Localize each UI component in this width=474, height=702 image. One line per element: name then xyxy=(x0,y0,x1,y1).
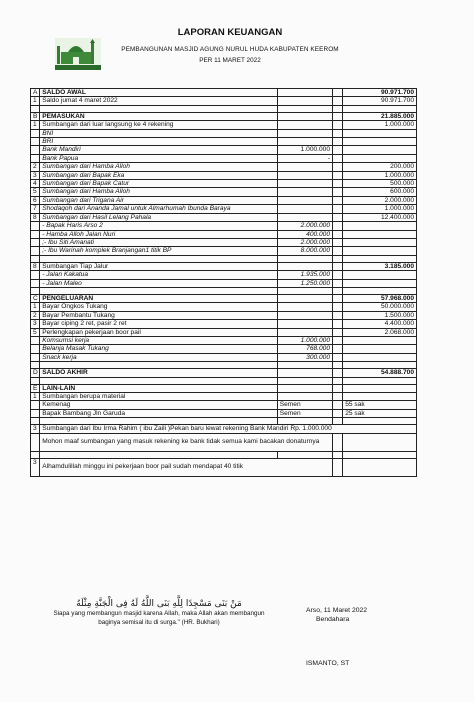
row-description: BNI xyxy=(40,129,278,137)
row-description: Alhamdulillah minggu ini pekerjaan boor pail sudah mendapat 40 titik xyxy=(40,458,333,476)
mosque-logo xyxy=(55,38,101,70)
table-row xyxy=(31,163,417,171)
table-row xyxy=(31,262,417,270)
table-row xyxy=(31,112,417,120)
row-material: Semen xyxy=(277,401,332,409)
table-row xyxy=(31,336,417,344)
row-number: 8 xyxy=(31,262,40,270)
row-description: Saldo jumat 4 maret 2022 xyxy=(40,97,278,105)
row-description: ;- Ibu Warinah komplek Branjangan1 titik BP xyxy=(40,247,278,255)
table-row xyxy=(31,247,417,255)
row-amount: 8.000.000 xyxy=(277,247,332,255)
signer-role: Bendahara xyxy=(316,616,350,623)
report-date: PER 11 MARET 2022 xyxy=(199,57,261,64)
table-row xyxy=(31,138,417,146)
row-description: Sumbangan dari Bapak Catur xyxy=(40,180,278,188)
table-row xyxy=(31,129,417,137)
row-description: Mohon maaf sumbangan yang masuk rekening ke bank tidak semua kami bacakan donaturnya xyxy=(40,433,333,451)
table-row xyxy=(31,345,417,353)
row-description: Shodaqoh dari Ananda Jamal untuk Almarhumah Ibunda Baraya xyxy=(40,205,278,213)
row-amount: 1.250.000 xyxy=(277,279,332,287)
row-total: 4.400.000 xyxy=(343,320,417,328)
row-number: D xyxy=(31,369,40,377)
table-row xyxy=(31,154,417,162)
row-number: 3 xyxy=(31,171,40,179)
row-description: Bapak Bambang Jln Garuda xyxy=(40,409,278,417)
report-title: LAPORAN KEUANGAN xyxy=(177,27,283,38)
row-total: 90.971.700 xyxy=(343,97,417,105)
row-number: 1 xyxy=(31,303,40,311)
row-number: 8 xyxy=(31,213,40,221)
table-row xyxy=(31,311,417,319)
row-amount: - xyxy=(277,154,332,162)
row-amount: 1.000.000 xyxy=(277,336,332,344)
row-total: 1.000.000 xyxy=(343,171,417,179)
arabic-text: مَنْ بَنَى مَسْجِدًا لِلَّهِ بَنَى اللَّهُ لَهُ فِى الْجَنَّةِ مِثْلَهُ xyxy=(76,599,242,609)
row-total: 12.400.000 xyxy=(343,213,417,221)
table-row xyxy=(31,409,417,417)
table-row xyxy=(31,279,417,287)
row-amount: 1.000.000 xyxy=(277,146,332,154)
row-number: 2 xyxy=(31,163,40,171)
row-description: Belanja Masak Tukang xyxy=(40,345,278,353)
row-total: 50.000.000 xyxy=(343,303,417,311)
row-total: 21.885.000 xyxy=(343,112,417,120)
row-amount: 2.000.000 xyxy=(277,238,332,246)
table-row xyxy=(31,401,417,409)
table-row xyxy=(31,97,417,105)
table-row xyxy=(31,384,417,392)
row-number: 3 xyxy=(31,458,40,476)
row-number: 3 xyxy=(31,320,40,328)
row-description: Bayar Ongkos Tukang xyxy=(40,303,278,311)
row-description: Sumbangan dari Hamba Alloh xyxy=(40,163,278,171)
row-description: Bayar ciping 2 ret, pasir 2 ret xyxy=(40,320,278,328)
table-row xyxy=(31,213,417,221)
row-total: 2.000.000 xyxy=(343,196,417,204)
table-row xyxy=(31,146,417,154)
row-description: - Jalan Kakatua xyxy=(40,271,278,279)
signature-block xyxy=(306,606,367,624)
table-row xyxy=(31,393,417,401)
row-amount: 300.000 xyxy=(277,353,332,361)
table-row xyxy=(31,230,417,238)
row-total: 54.888.700 xyxy=(343,369,417,377)
row-total: 500.000 xyxy=(343,180,417,188)
row-description: Sumbangan dari Trigana Air xyxy=(40,196,278,204)
table-row xyxy=(31,353,417,361)
row-amount: 400.000 xyxy=(277,230,332,238)
row-description: Sumbangan berupa material xyxy=(40,393,278,401)
row-total: 1.000.000 xyxy=(343,121,417,129)
table-row xyxy=(31,425,417,433)
row-total: 1.000.000 xyxy=(343,205,417,213)
row-number: 1 xyxy=(31,121,40,129)
table-row xyxy=(31,458,417,476)
table-row xyxy=(31,303,417,311)
row-number: 4 xyxy=(31,180,40,188)
row-description: Perlengkapan pekerjaan boor pail xyxy=(40,328,278,336)
report-subtitle: PEMBANGUNAN MASJID AGUNG NURUL HUDA KABUPATEN KEEROM xyxy=(121,46,339,53)
table-row xyxy=(31,271,417,279)
row-number: A xyxy=(31,89,40,97)
row-description: Sumbangan Tiap Jalur xyxy=(40,262,278,270)
row-description: Sumbangan dari Hasil Lelang Pahala xyxy=(40,213,278,221)
section-title: PEMASUKAN xyxy=(40,112,278,120)
row-amount: 768.000 xyxy=(277,345,332,353)
section-title: PENGELUARAN xyxy=(40,294,278,302)
row-amount: 1.935.000 xyxy=(277,271,332,279)
hadith-quote xyxy=(48,600,270,627)
row-number: 1 xyxy=(31,97,40,105)
row-description: Bayar Pembantu Tukang xyxy=(40,311,278,319)
table-row xyxy=(31,196,417,204)
row-number: 3 xyxy=(31,425,40,433)
row-description: BRI xyxy=(40,138,278,146)
report-header xyxy=(110,27,350,64)
row-description: Sumbangan dari Ibu Irma Rahim ( ibu Zaili )Pekan baru lewat rekening Bank Mandiri Rp. 1.000.000 xyxy=(40,425,417,433)
row-total: 3.185.000 xyxy=(343,262,417,270)
row-number: 2 xyxy=(31,311,40,319)
table-row xyxy=(31,369,417,377)
row-number: B xyxy=(31,112,40,120)
row-number: 5 xyxy=(31,188,40,196)
table-row xyxy=(31,180,417,188)
row-description: Bank Mandiri xyxy=(40,146,278,154)
row-total: 1.500.000 xyxy=(343,311,417,319)
row-number: 1 xyxy=(31,393,40,401)
table-row xyxy=(31,294,417,302)
table-row xyxy=(31,328,417,336)
table-row xyxy=(31,205,417,213)
row-description: Sumbangan dari Hamba Alloh xyxy=(40,188,278,196)
table-row xyxy=(31,320,417,328)
section-title: SALDO AWAL xyxy=(40,89,278,97)
signer-name: ISMANTO, ST xyxy=(306,660,350,667)
row-description: Bank Papua xyxy=(40,154,278,162)
row-total: 90.971.700 xyxy=(343,89,417,97)
row-quantity: 25 sak xyxy=(343,409,417,417)
row-amount: 2.000.000 xyxy=(277,222,332,230)
row-number: 7 xyxy=(31,205,40,213)
table-row xyxy=(31,433,417,451)
row-description: ;- Ibu Siti Amanati xyxy=(40,238,278,246)
place-date: Arso, 11 Maret 2022 xyxy=(306,607,368,614)
row-total: 2.068.000 xyxy=(343,328,417,336)
row-description: Kemenag xyxy=(40,401,278,409)
table-row xyxy=(31,238,417,246)
table-row xyxy=(31,188,417,196)
row-total: 600.000 xyxy=(343,188,417,196)
row-description: - Bapak Haris Arso 2 xyxy=(40,222,278,230)
row-number: 5 xyxy=(31,328,40,336)
row-number: C xyxy=(31,294,40,302)
row-total: 57.968.000 xyxy=(343,294,417,302)
table-row xyxy=(31,89,417,97)
row-description: - Hamba Alloh Jalan Nuri xyxy=(40,230,278,238)
table-row xyxy=(31,171,417,179)
row-number: E xyxy=(31,384,40,392)
row-material: Semen xyxy=(277,409,332,417)
row-description: Sumbangan dari luar langsung ke 4 rekening xyxy=(40,121,278,129)
row-description: Komsumsi kerja xyxy=(40,336,278,344)
section-title: SALDO AKHIR xyxy=(40,369,278,377)
row-quantity: 55 sak xyxy=(343,401,417,409)
row-description: Snack kerja xyxy=(40,353,278,361)
row-total: 200.000 xyxy=(343,163,417,171)
finance-table xyxy=(30,88,417,477)
row-description: - Jalan Maleo xyxy=(40,279,278,287)
table-row xyxy=(31,121,417,129)
row-number: 6 xyxy=(31,196,40,204)
row-description: Sumbangan dari Bapak Eka xyxy=(40,171,278,179)
quote-translation: Siapa yang membangun masjid karena Allah, maka Allah akan membangun baginya semisal itu di surga." (HR. Bukhari) xyxy=(53,610,265,626)
table-row xyxy=(31,222,417,230)
section-title: LAIN-LAIN xyxy=(40,384,278,392)
